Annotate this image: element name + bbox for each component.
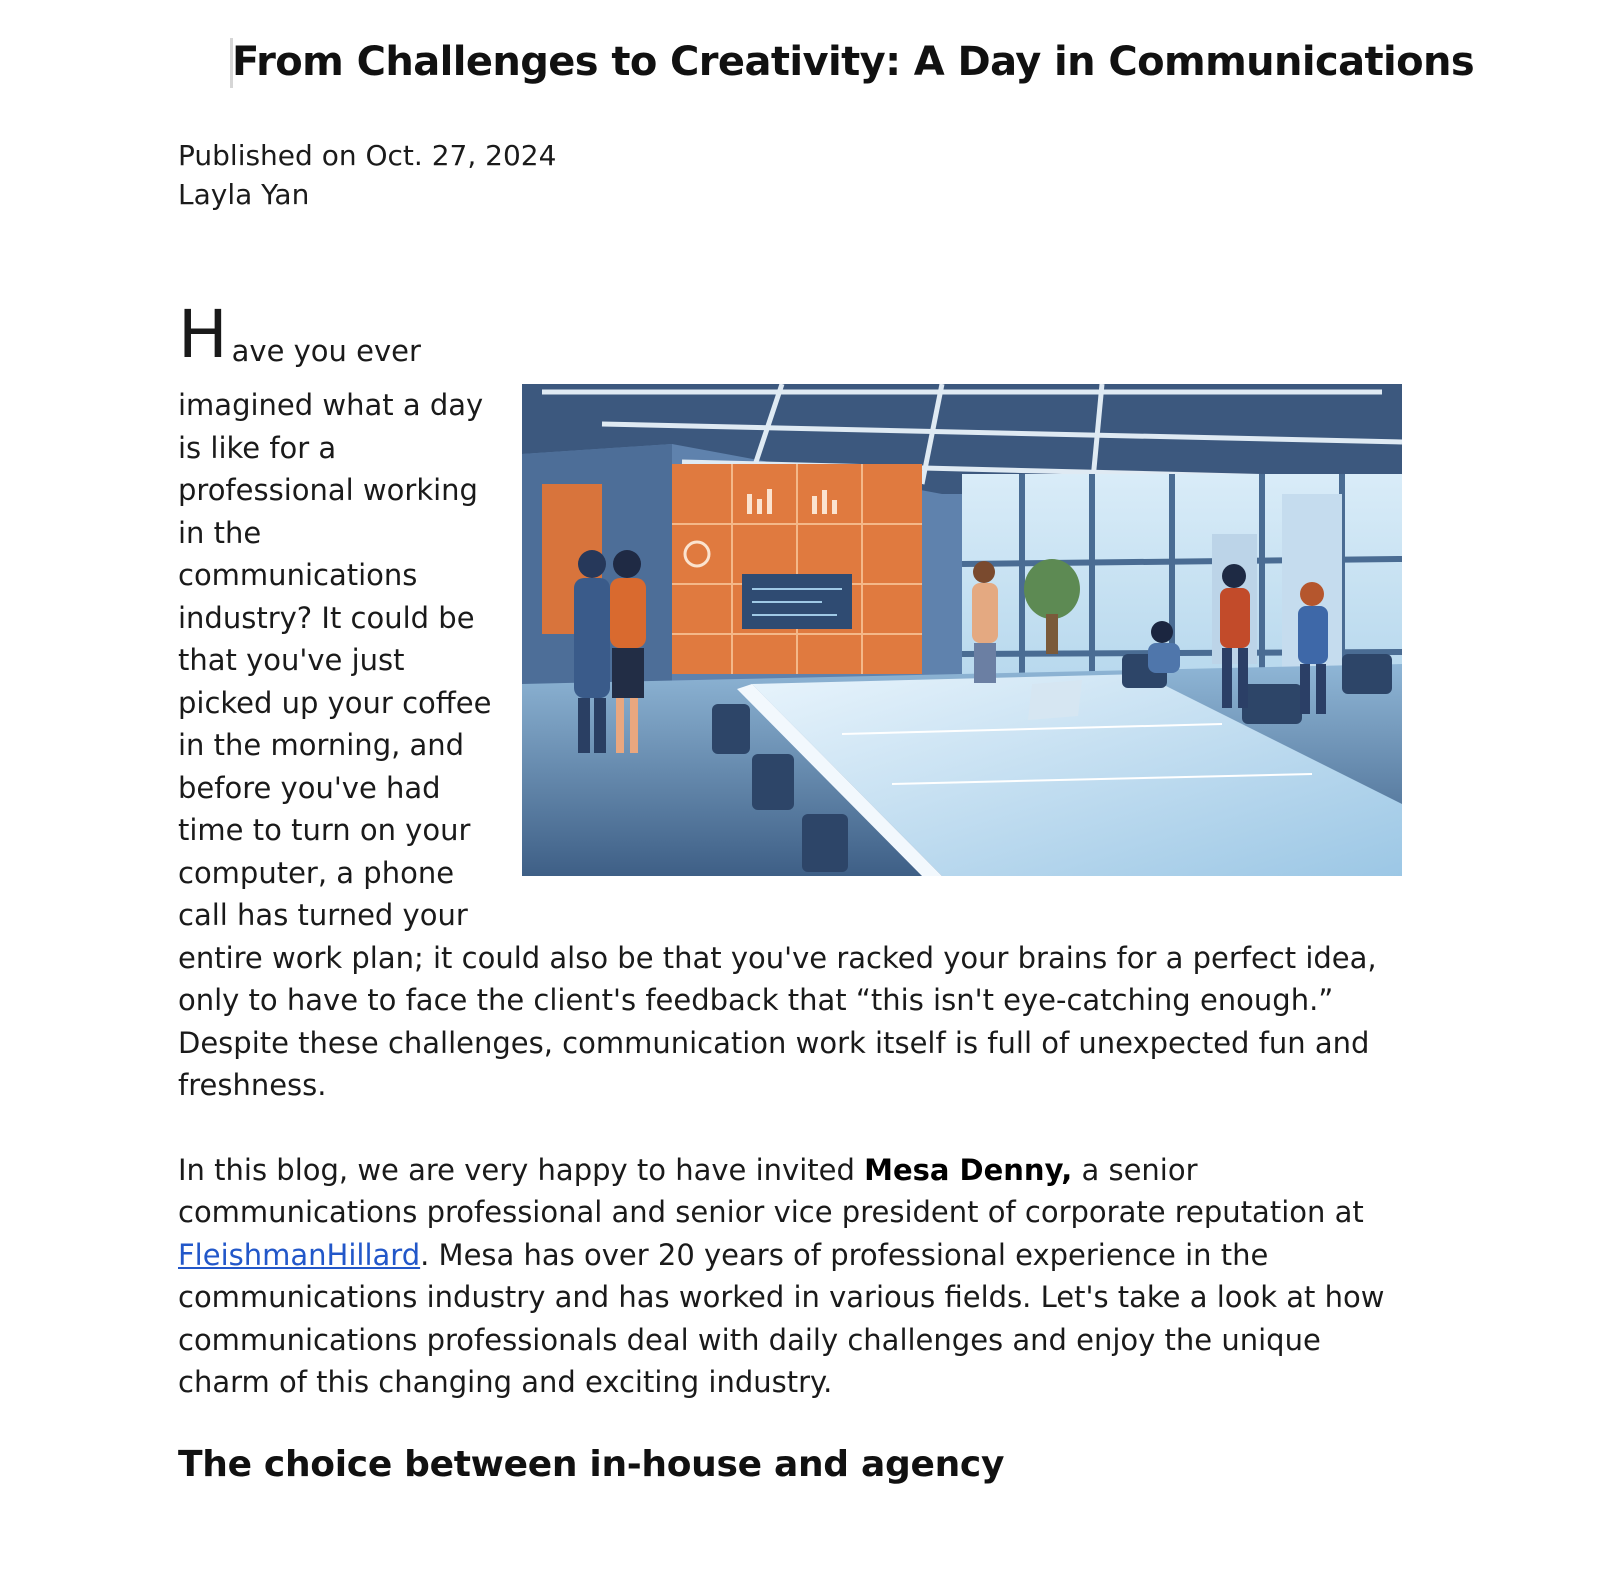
intro-body: imagined what a day is like for a professional working in the communications industry? It could be that you've just picked up your coffee in the morning, and before you've had time to turn on your computer, a phone call has turned your entire work plan; it could also be that you've racked your brains for a perfect idea, only to have to face the client's feedback that “this isn't eye-catching enough.” Despite these challenges, communication work itself is full of unexpected fun and freshness. <box>178 388 1377 1102</box>
page-title: From Challenges to Creativity: A Day in Communications <box>232 39 1475 85</box>
p2-text-after: . Mesa has over 20 years of professional experience in the communications industry and has worked in various fields. Let's take a look at how communications professionals deal with daily challenges and enjoy the unique charm of this changing and exciting industry. <box>178 1237 1385 1399</box>
p2-text-before: In this blog, we are very happy to have invited <box>178 1152 865 1187</box>
intro-paragraph-2 <box>178 1149 1402 1404</box>
fleishmanhillard-link[interactable]: FleishmanHillard <box>178 1237 421 1272</box>
intro-first-line: ave you ever <box>231 334 421 368</box>
publish-date: Published on Oct. 27, 2024 <box>178 139 557 172</box>
office-illustration <box>522 384 1402 876</box>
article-meta <box>178 136 556 214</box>
intro-paragraph <box>178 296 1402 1107</box>
article-body <box>178 296 1402 1404</box>
drop-cap: H <box>178 296 228 373</box>
laptop <box>1028 680 1082 720</box>
author-name: Layla Yan <box>178 178 310 211</box>
guest-name: Mesa Denny, <box>864 1152 1073 1187</box>
section-heading: The choice between in-house and agency <box>178 1444 1005 1485</box>
p2-text-mid: a senior communications professional and senior vice president of corporate reputation at <box>178 1152 1364 1229</box>
